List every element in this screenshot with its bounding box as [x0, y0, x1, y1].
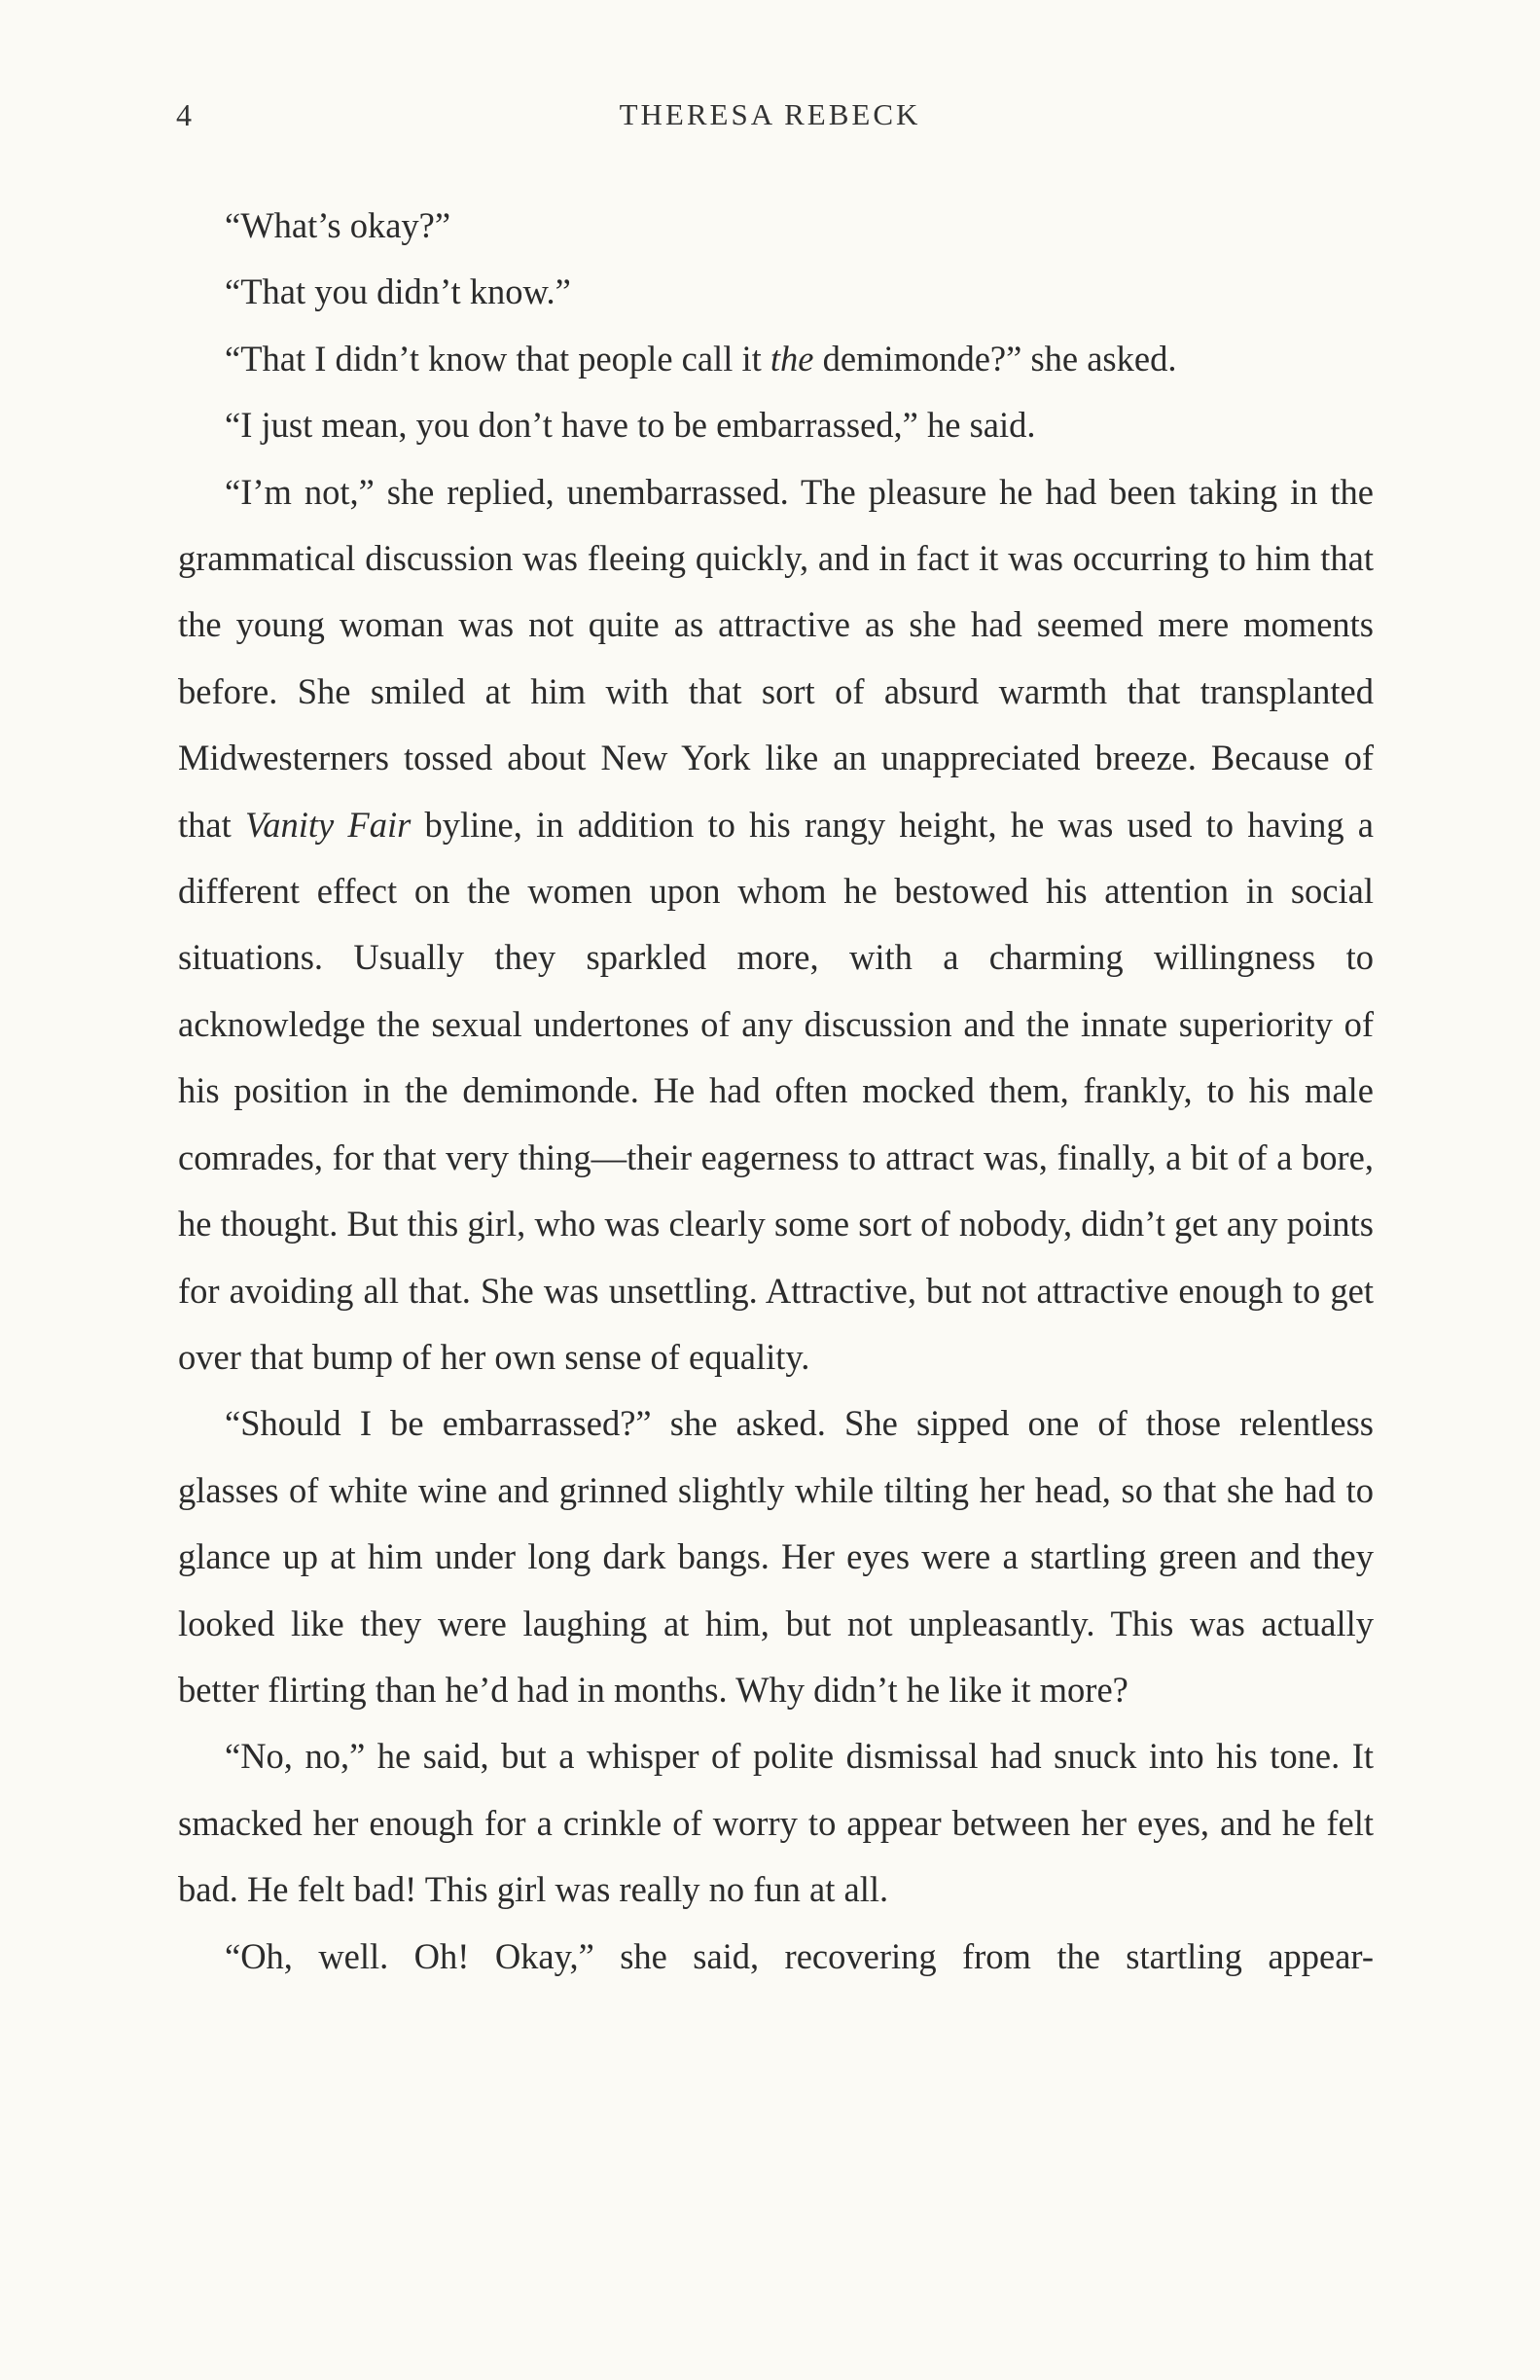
paragraph: “No, no,” he said, but a whisper of polite dismissal had snuck into his tone. It smacked her enough for a crinkle of worry to appear between her eyes, and he felt bad. He felt bad! This girl was really no fun at all.	[178, 1736, 1374, 1910]
paragraph	[178, 459, 1374, 1391]
running-head: THERESA REBECK	[619, 97, 921, 131]
italic-word: the	[770, 338, 814, 379]
paragraph-text: “I’m not,” she replied, unembarrassed. The pleasure he had been taking in the grammatical discussion was fleeing quickly, and in fact it was occurring to him that the young woman was not quite as attractive as she had seemed mere moments before. She smiled at him with that sort of absurd warmth that transplanted Midwesterners tossed about New York like an unappreciated breeze. Because of that	[178, 471, 1374, 845]
italic-title: Vanity Fair	[244, 804, 412, 845]
paragraph	[178, 326, 1374, 392]
paragraph: “I just mean, you don’t have to be embarrassed,” he said.	[225, 405, 1036, 446]
paragraph: “What’s okay?”	[225, 205, 451, 245]
paragraph-text: “That I didn’t know that people call it	[225, 338, 770, 379]
paragraph-text: byline, in addition to his rangy height, he was used to having a different effect on the women upon whom he bestowed his attention in social situations. Usually they sparkled more, with a charming willingness to acknowledge the sexual undertones of any discussion and the innate superiority of his position in the demimonde. He had often mocked them, frankly, to his male comrades, for that very thing—their eagerness to attract was, finally, a bit of a bore, he thought. But this girl, who was clearly some sort of nobody, didn’t get any points for avoiding all that. She was unsettling. Attractive, but not attractive enough to get over that bump of her own sense of equality.	[178, 804, 1374, 1377]
paragraph-text: demimonde?” she asked.	[813, 338, 1177, 379]
paragraph: “Oh, well. Oh! Okay,” she said, recovering from the startling appear-	[225, 1935, 1374, 1976]
paragraph: “Should I be embarrassed?” she asked. She sipped one of those relentless glasses of white wine and grinned slightly while tilting her head, so that she had to glance up at him under long dark bangs. Her eyes were a startling green and they looked like they were laughing at him, but not unpleasantly. This was actually better flirting than he’d had in months. Why didn’t he like it more?	[178, 1403, 1374, 1710]
paragraph: “That you didn’t know.”	[225, 271, 571, 312]
page-number: 4	[176, 97, 193, 132]
body-text	[178, 193, 1374, 1990]
